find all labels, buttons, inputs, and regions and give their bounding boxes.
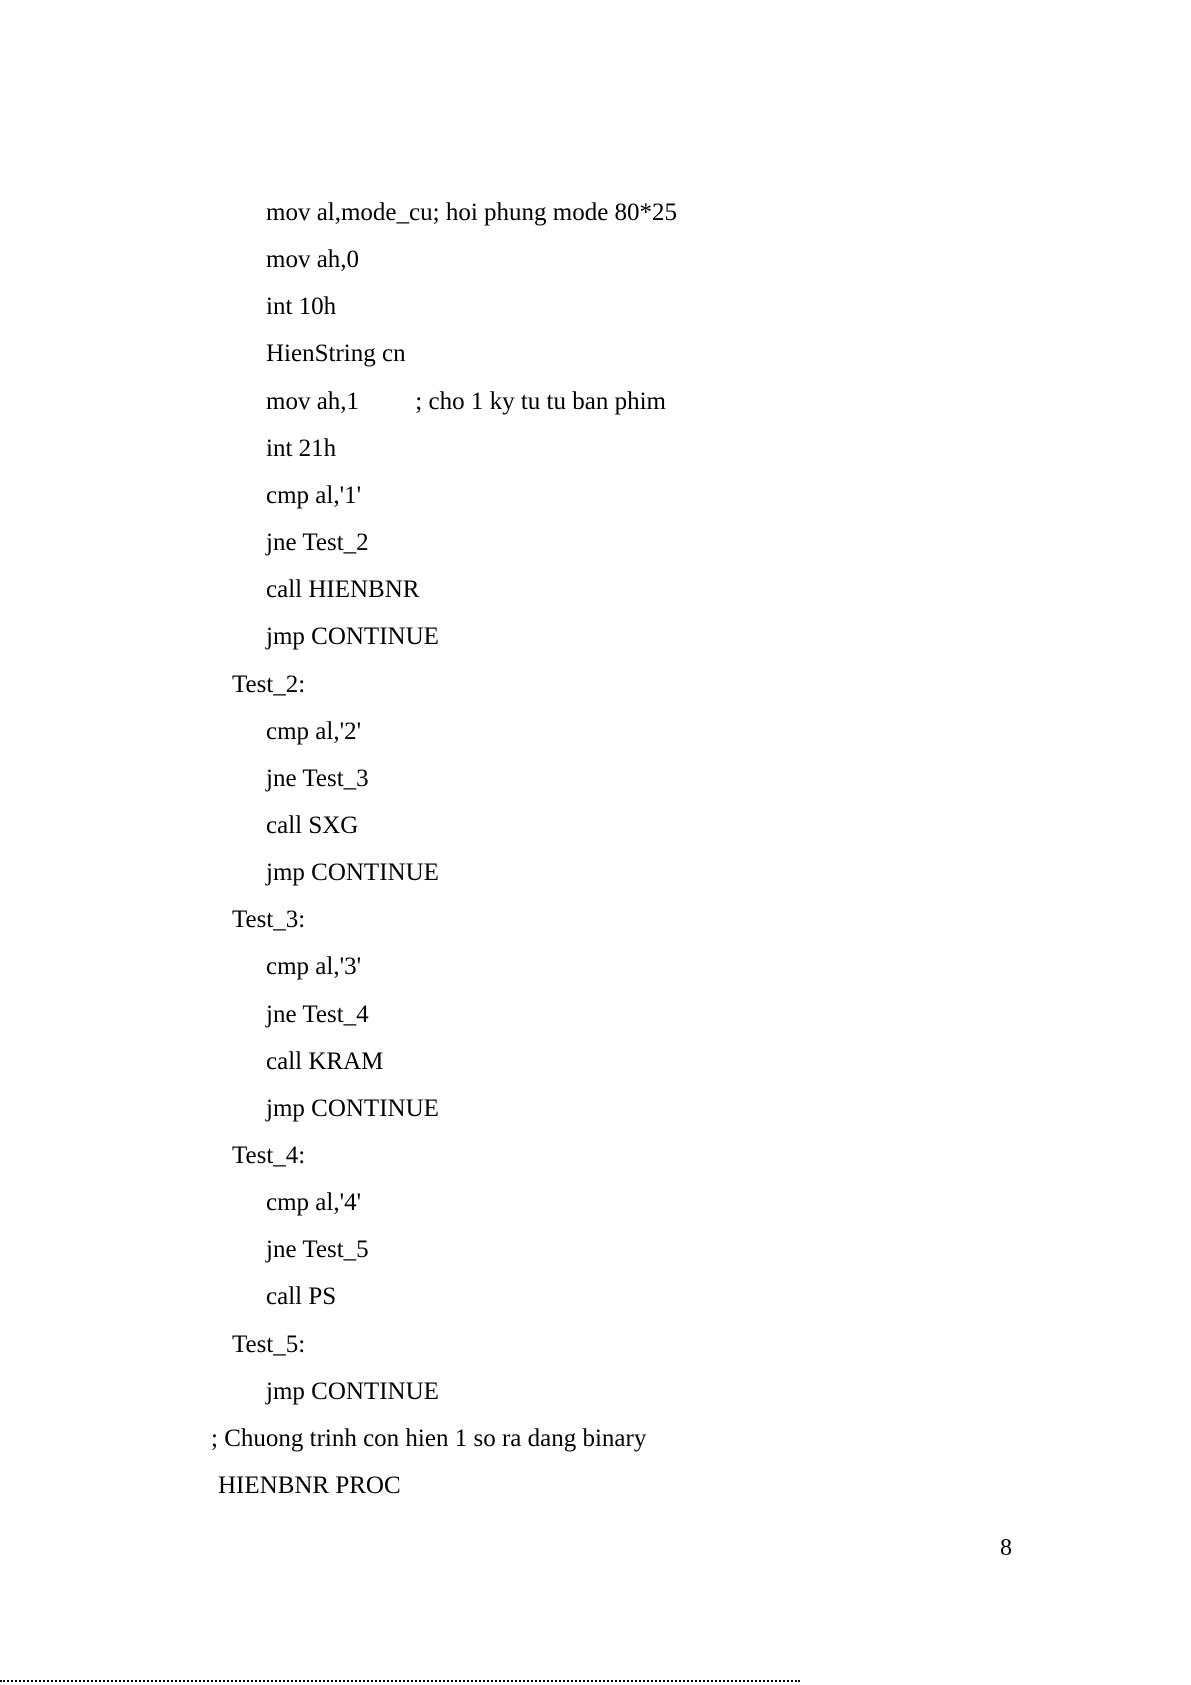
code-line: Test_2:: [232, 670, 306, 698]
footer-divider: [0, 1680, 800, 1682]
code-line: jne Test_4: [266, 1000, 369, 1028]
code-line: mov ah,0: [266, 246, 360, 274]
code-line: Test_5:: [232, 1330, 306, 1358]
code-line: HienString cn: [266, 340, 406, 368]
code-line: Test_4:: [232, 1142, 306, 1169]
code-line: cmp al,'2': [266, 717, 362, 745]
code-line: jmp CONTINUE: [266, 1377, 439, 1405]
code-line: call PS: [266, 1283, 337, 1311]
code-line: cmp al,'4': [266, 1189, 362, 1217]
code-line: int 21h: [266, 434, 337, 462]
code-line: mov al,mode_cu; hoi phung mode 80*25: [266, 199, 678, 226]
code-line: HIENBNR PROC: [218, 1472, 401, 1500]
code-line: int 10h: [266, 293, 337, 321]
code-line: jne Test_3: [266, 764, 369, 792]
page-number: 8: [1000, 1535, 1012, 1561]
code-line: jne Test_2: [266, 529, 369, 557]
code-line: jmp CONTINUE: [266, 859, 439, 887]
code-line: jmp CONTINUE: [266, 1094, 439, 1122]
code-line: call SXG: [266, 811, 359, 839]
code-line: cmp al,'3': [266, 953, 362, 981]
code-line: Test_3:: [232, 906, 306, 934]
code-line: cmp al,'1': [266, 481, 362, 509]
code-line: call KRAM: [266, 1047, 384, 1075]
code-line: call HIENBNR: [266, 576, 420, 604]
code-line: jmp CONTINUE: [266, 623, 439, 651]
code-line: jne Test_5: [266, 1236, 369, 1264]
code-line: ; Chuong trinh con hien 1 so ra dang binary: [211, 1424, 647, 1452]
code-line: mov ah,1 ; cho 1 ky tu tu ban phim: [266, 387, 666, 415]
